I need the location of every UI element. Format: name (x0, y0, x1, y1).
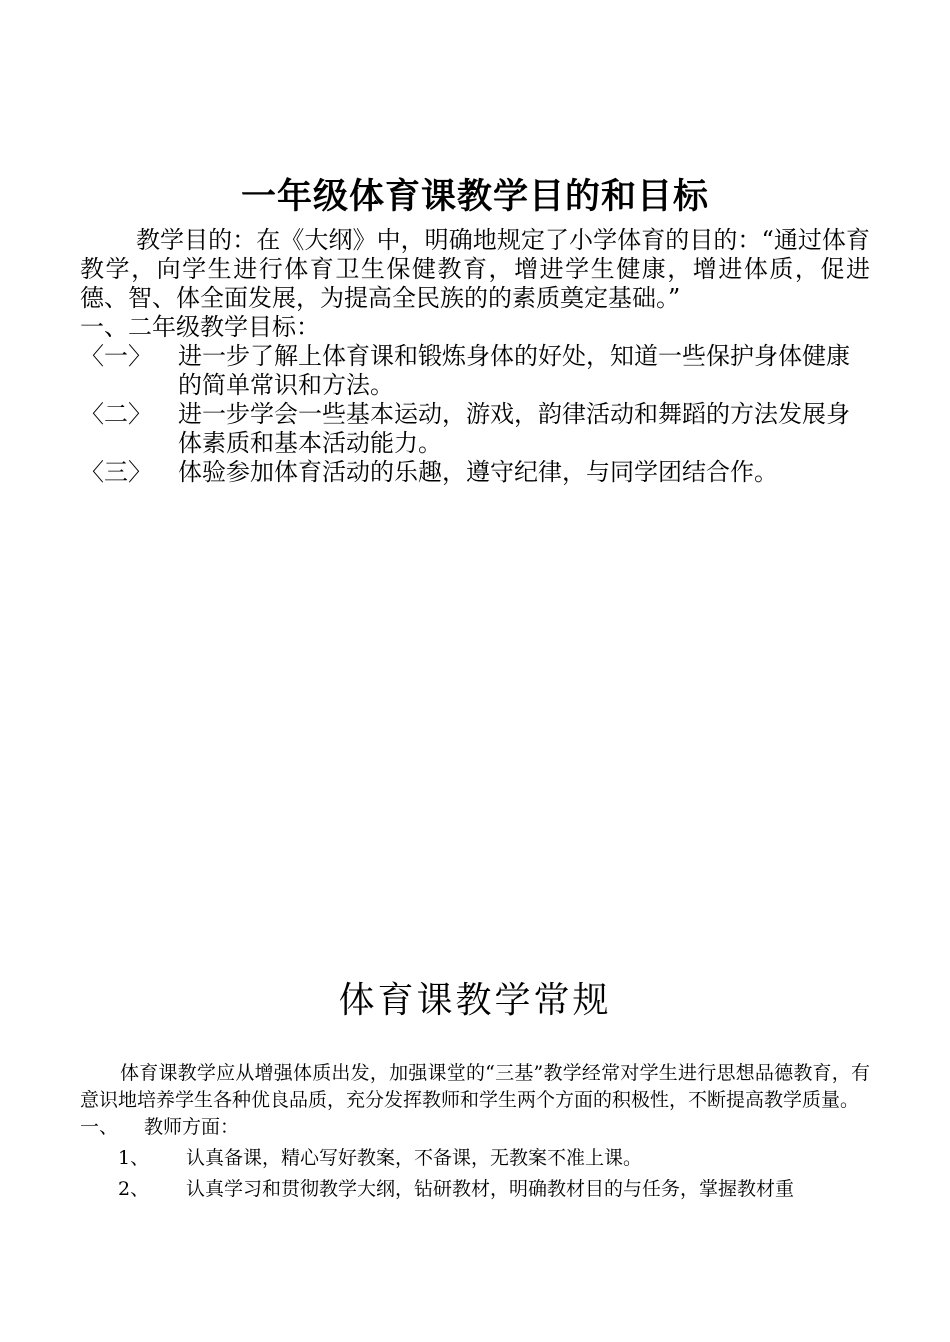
purpose-paragraph: 教学目的：在《大纲》中，明确地规定了小学体育的目的：“通过体育教学，向学生进行体育卫生保健教育，增进学生健康，增进体质，促进德、智、体全面发展，为提高全民族的的素质奠定基础。” (80, 226, 870, 312)
teaching-routine-section (80, 1060, 870, 1203)
teacher-heading-text: 教师方面： (144, 1116, 240, 1138)
teacher-item-number: 2、 (118, 1178, 150, 1200)
goal-item (80, 400, 870, 458)
goals-heading: 一、二年级教学目标： (80, 313, 320, 341)
goal-number: 〈一〉 (80, 342, 152, 370)
teacher-item (80, 1176, 870, 1203)
goal-number: 〈二〉 (80, 400, 152, 428)
teacher-heading (80, 1114, 870, 1141)
goal-text: 进一步了解上体育课和锻炼身体的好处，知道一些保护身体健康的简单常识和方法。 (178, 342, 850, 399)
goal-text: 体验参加体育活动的乐趣，遵守纪律，与同学团结合作。 (178, 458, 778, 486)
teacher-heading-number: 一、 (80, 1116, 119, 1138)
teacher-item-text: 认真备课，精心写好教案，不备课，无教案不准上课。 (186, 1147, 643, 1169)
teacher-item-text: 认真学习和贯彻教学大纲，钻研教材，明确教材目的与任务，掌握教材重 (186, 1178, 795, 1200)
goal-item (80, 342, 870, 400)
page-title: 一年级体育课教学目的和目标 (240, 177, 709, 217)
teacher-item-number: 1、 (118, 1147, 150, 1169)
goal-item (80, 458, 870, 487)
intro-paragraph: 体育课教学应从增强体质出发，加强课堂的“三基”教学经常对学生进行思想品德教育，有意识地培养学生各种优良品质，充分发挥教师和学生两个方面的积极性，不断提高教学质量。 (80, 1062, 870, 1111)
section-title: 体育课教学常规 (338, 980, 612, 1021)
goal-text: 进一步学会一些基本运动，游戏，韵律活动和舞蹈的方法发展身体素质和基本活动能力。 (178, 400, 850, 457)
teaching-goals-section (80, 226, 870, 487)
goal-number: 〈三〉 (80, 458, 152, 486)
teacher-item (80, 1145, 870, 1172)
